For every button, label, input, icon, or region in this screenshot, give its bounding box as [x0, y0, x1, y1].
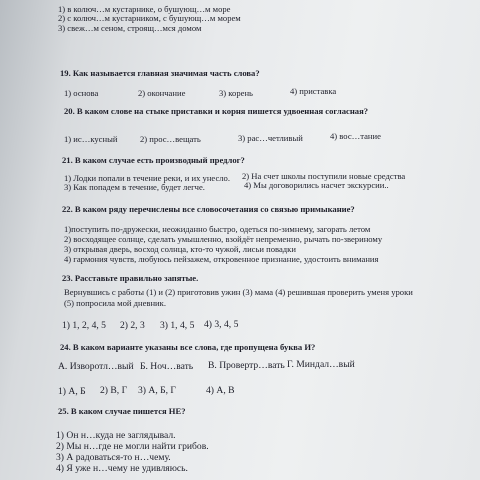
- top-option-3: 3) свеж…м сеном, строящ…мся домом: [58, 23, 202, 33]
- q19-option-2: 2) окончание: [138, 88, 186, 98]
- q22-option-3: 3) открывая дверь, восход солнца, кто-то чужой, лисьи повадки: [64, 244, 296, 254]
- q24-word-c: В. Провертр…вать: [208, 360, 285, 371]
- q22-title: 22. В каком ряду перечислены все словосочетания со связью примыкание?: [62, 204, 355, 214]
- q20-option-3: 3) рас…четливый: [238, 133, 303, 143]
- q19-option-4: 4) приставка: [290, 86, 337, 96]
- q24-word-a: А. Изворотл…вый: [58, 361, 134, 372]
- q24-option-1: 1) А, Б: [58, 386, 86, 397]
- q24-word-b: Б. Ноч…вать: [140, 361, 194, 372]
- q23-title: 23. Расставьте правильно запятые.: [62, 273, 199, 283]
- top-option-1: 1) в колюч…м кустарнике, о бушующ…м море: [58, 4, 231, 14]
- q24-option-3: 3) А, Б, Г: [138, 385, 176, 396]
- q24-option-4: 4) А, В: [206, 385, 235, 396]
- q22-option-2: 2) восходящее солнце, сделать умышленно, взойдёт непременно, рычать по-звериному: [64, 234, 383, 244]
- q19-title: 19. Как называется главная значимая часть слова?: [60, 68, 260, 78]
- q24-word-d: Г. Миндал…вый: [287, 359, 355, 370]
- q24-option-2: 2) В, Г: [100, 385, 128, 396]
- q23-option-4: 4) 3, 4, 5: [204, 319, 239, 330]
- q25-title: 25. В каком случае пишется НЕ?: [58, 406, 186, 416]
- q21-option-2: 2) На счет школы поступили новые средства: [242, 171, 406, 181]
- q19-option-1: 1) основа: [64, 88, 99, 98]
- q23-option-3: 3) 1, 4, 5: [160, 320, 195, 331]
- q25-option-3: 3) А радоваться-то н…чему.: [56, 452, 171, 463]
- q21-title: 21. В каком случае есть производный предлог?: [62, 155, 245, 165]
- q22-option-4: 4) гармония чувств, любуюсь пейзажем, откровенное признание, удостоить внимания: [64, 254, 379, 264]
- q20-option-1: 1) ис…кусный: [64, 134, 118, 144]
- q23-text-line-2: (5) попросила мой дневник.: [64, 298, 166, 308]
- q20-option-4: 4) вос…тание: [330, 131, 381, 141]
- q23-text-line-1: Вернувшись с работы (1) и (2) приготовив ужин (3) мама (4) решившая проверить уменя уроки: [64, 287, 413, 297]
- q21-option-4: 4) Мы договорились насчет экскурсии..: [244, 180, 389, 190]
- q23-option-2: 2) 2, 3: [120, 320, 145, 331]
- q25-option-2: 2) Мы н…где не могли найти грибов.: [56, 441, 209, 452]
- q20-title: 20. В каком слове на стыке приставки и корня пишется удвоенная согласная?: [64, 106, 369, 116]
- q23-option-1: 1) 1, 2, 4, 5: [62, 320, 106, 331]
- q22-option-1: 1)поступить по-дружески, неожиданно быстро, одеться по-зимнему, загорать летом: [64, 224, 371, 234]
- q25-option-1: 1) Он н…куда не заглядывал.: [56, 430, 176, 441]
- top-option-2: 2) с колюч…м кустарником, с бушующ…м морем: [58, 13, 241, 23]
- q25-option-4: 4) Я уже н…чему не удивляюсь.: [56, 463, 188, 474]
- q21-option-3: 3) Как попадем в течение, будет легче.: [64, 182, 205, 192]
- q21-option-1: 1) Лодки попали в течение реки, и их унесло.: [64, 173, 230, 183]
- q19-option-3: 3) корень: [219, 88, 253, 98]
- q24-title: 24. В каком варианте указаны все слова, где пропущена буква И?: [60, 342, 316, 352]
- q20-option-2: 2) прос…вещать: [140, 134, 201, 144]
